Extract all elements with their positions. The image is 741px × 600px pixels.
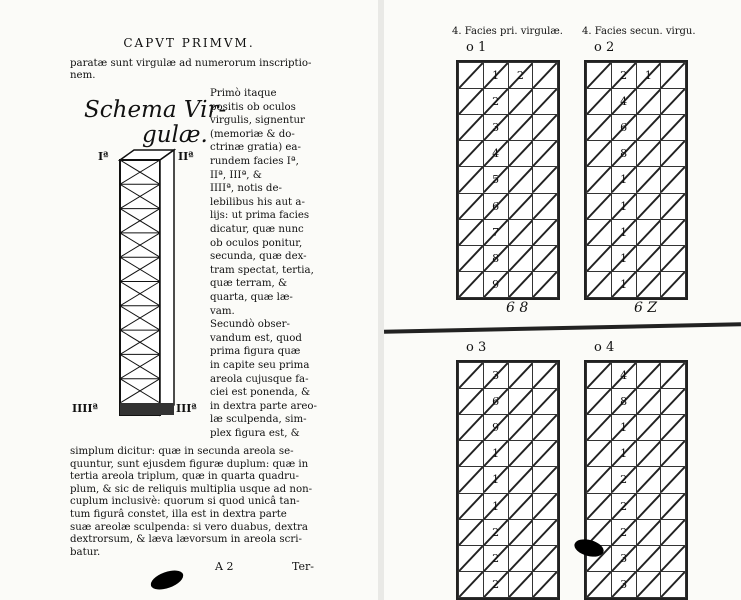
grid-cell — [483, 89, 508, 115]
grid-cell — [587, 245, 612, 271]
column-text-line: quarta, quæ læ- — [210, 292, 293, 303]
grid-cell — [533, 467, 558, 493]
grid-cell-digit: 2 — [620, 499, 628, 513]
grid-cell — [636, 493, 661, 519]
grid-cell — [508, 167, 533, 193]
grid-cell — [587, 115, 612, 141]
grid-cell — [611, 245, 636, 271]
column-text-line: positis ob oculos — [210, 101, 296, 113]
grid-cell-digit: 7 — [492, 225, 500, 239]
grid-cell — [483, 141, 508, 167]
grid-cell — [459, 389, 484, 415]
grid-cell — [587, 63, 612, 89]
grid-cell-digit: 6 — [492, 199, 500, 213]
grid-cell — [459, 441, 484, 467]
grid-cell — [636, 89, 661, 115]
grid-cell — [611, 467, 636, 493]
grid-cell — [459, 245, 484, 271]
ink-blot — [148, 567, 185, 594]
grid-cell-digit: 1 — [620, 199, 628, 213]
grid-cell — [611, 519, 636, 545]
column-text-line: vandum est, quod — [210, 332, 302, 344]
grid-cell — [636, 571, 661, 597]
grid-cell — [661, 167, 686, 193]
grid-cell-digit: 1 — [620, 277, 628, 291]
grid-cell — [459, 219, 484, 245]
grid-cell — [611, 493, 636, 519]
grid-cell — [459, 545, 484, 571]
grid-cell — [508, 519, 533, 545]
grid-cell-digit: 1 — [620, 447, 628, 461]
column-text-line: prima figura quæ — [210, 346, 301, 358]
grid-cell-digit: 2 — [492, 577, 500, 591]
column-text-line: lebilibus his aut a- — [210, 196, 305, 208]
grid-cell — [636, 245, 661, 271]
grid-cell — [636, 441, 661, 467]
column-text-line: ctrinæ gratia) ea- — [210, 142, 301, 154]
grid-cell — [611, 115, 636, 141]
grid-cell-digit: 2 — [492, 525, 500, 539]
grid-cell-digit: 1 — [644, 69, 652, 83]
grid-cell — [611, 89, 636, 115]
grid-cell — [636, 545, 661, 571]
column-text-line: (memoriæ & do- — [210, 128, 295, 140]
grid-cell-digit: 3 — [620, 551, 628, 565]
grid-cell-digit: 6 — [620, 121, 628, 135]
grid-cell — [508, 89, 533, 115]
grid-cell — [587, 167, 612, 193]
column-text-line: secunda, quæ dex- — [210, 251, 307, 263]
grid-cell-digit: 6 — [492, 395, 500, 409]
grid-cell — [508, 271, 533, 297]
grid-cell — [636, 415, 661, 441]
column-text-line: ob oculos ponitur, — [210, 237, 303, 249]
grid-cell-digit: 1 — [492, 69, 500, 83]
grid-cell — [508, 415, 533, 441]
column-text-line: IIIIª, notis de- — [210, 183, 282, 195]
grid-cell — [533, 519, 558, 545]
grid-cell — [611, 441, 636, 467]
grid-cell — [483, 467, 508, 493]
grid-cell — [508, 193, 533, 219]
catchword: Ter- — [292, 560, 314, 573]
grid-bottom-digits: 6 Z — [634, 300, 658, 316]
full-text-line: tum figurâ constet, illa est in dextra parte — [70, 509, 287, 520]
grid-cell-digit: 3 — [492, 369, 500, 383]
grid-cell — [587, 441, 612, 467]
column-text-line: Secundò obser- — [210, 319, 290, 331]
grid-cell-digit: 1 — [620, 173, 628, 187]
rod-illustration — [118, 148, 176, 423]
grid-cell — [483, 389, 508, 415]
grid-cell — [533, 493, 558, 519]
grid-cell — [611, 571, 636, 597]
grid-cell — [661, 89, 686, 115]
grid-cell — [459, 63, 484, 89]
grid-cell — [459, 167, 484, 193]
grid-cell — [483, 519, 508, 545]
grid-cell — [611, 219, 636, 245]
full-text-line: tertia areola triplum, quæ in quarta quadru- — [70, 471, 299, 483]
grid-cell — [483, 245, 508, 271]
grid-cell — [533, 167, 558, 193]
column-text-line: plex figura est, & — [210, 428, 300, 439]
full-text-line: dextrorsum, & læva lævorsum in areola scri- — [70, 534, 302, 546]
napier-grid — [456, 360, 560, 600]
grid-cell — [661, 467, 686, 493]
grid-cell — [459, 363, 484, 389]
grid-cell — [661, 545, 686, 571]
grid-cell — [483, 271, 508, 297]
grid-cell — [483, 63, 508, 89]
grid-number: o 3 — [466, 340, 487, 355]
grid-cell — [483, 167, 508, 193]
grid-cell — [508, 545, 533, 571]
grid-cell — [587, 363, 612, 389]
grid-cell — [636, 63, 661, 89]
grid-cell — [533, 219, 558, 245]
grid-cell — [483, 415, 508, 441]
grid-number: o 4 — [594, 340, 615, 355]
grid-cell — [459, 89, 484, 115]
column-text-line: læ sculpenda, sim- — [210, 414, 307, 426]
grid-cell — [661, 141, 686, 167]
grid-cell — [508, 363, 533, 389]
grid-cell — [636, 219, 661, 245]
grid-cell-digit: 2 — [516, 69, 524, 83]
grid-cell — [636, 193, 661, 219]
grid-cell — [508, 389, 533, 415]
schema-title — [84, 98, 226, 148]
grid-cell — [483, 193, 508, 219]
grid-cell — [508, 219, 533, 245]
grid-cell — [533, 363, 558, 389]
face-label-bl: IIIIª — [72, 402, 98, 415]
right-page — [384, 0, 741, 600]
grid-cell — [533, 245, 558, 271]
schema-title-line: gulæ. — [142, 122, 208, 148]
grid-cell — [661, 271, 686, 297]
grid-cell — [661, 193, 686, 219]
grid-cell — [459, 415, 484, 441]
grid-cell — [636, 115, 661, 141]
face-label-br: IIIª — [176, 402, 197, 415]
grid-cell-digit: 4 — [492, 147, 500, 161]
column-text-line: tram spectat, tertia, — [210, 264, 314, 276]
grid-cell — [508, 141, 533, 167]
grid-cell — [587, 389, 612, 415]
grid-cell — [508, 115, 533, 141]
grid-cell — [483, 571, 508, 597]
grid-cell — [533, 389, 558, 415]
grid-cell — [483, 493, 508, 519]
grid-cell — [483, 115, 508, 141]
grid-cell — [533, 115, 558, 141]
column-text-line: rundem facies Iª, — [210, 156, 299, 167]
grid-number: o 2 — [594, 40, 615, 55]
grid-cell — [661, 519, 686, 545]
grid-cell-digit: 2 — [620, 525, 628, 539]
column-text-line: ciei est ponenda, & — [210, 387, 311, 399]
grid-cell — [508, 467, 533, 493]
intro-line: nem. — [70, 70, 96, 81]
grid-cell-digit: 5 — [492, 173, 500, 187]
grid-cell — [459, 467, 484, 493]
grid-cell-digit: 9 — [492, 421, 500, 435]
grid-cell — [587, 271, 612, 297]
column-text-line: virgulis, signentur — [210, 115, 305, 127]
grid-cell-digit: 2 — [492, 95, 500, 109]
column-text-line: dicatur, quæ nunc — [210, 224, 304, 235]
grid-cell-digit: 2 — [620, 473, 628, 487]
grid-cell — [533, 63, 558, 89]
face-title-1: 4. Facies pri. virgulæ. — [452, 26, 563, 37]
grid-cell — [483, 441, 508, 467]
grid-cell — [611, 193, 636, 219]
grid-cell — [587, 219, 612, 245]
grid-cell — [533, 545, 558, 571]
grid-cell — [611, 63, 636, 89]
grid-cell — [459, 193, 484, 219]
grid-cell — [636, 363, 661, 389]
grid-cell — [508, 441, 533, 467]
column-text-line: in capite seu prima — [210, 360, 310, 371]
grid-cell — [661, 389, 686, 415]
grid-cell-digit: 3 — [620, 577, 628, 591]
full-text-line: batur. — [70, 546, 101, 558]
grid-cell — [459, 571, 484, 597]
grid-cell — [483, 545, 508, 571]
grid-cell — [611, 389, 636, 415]
column-text-line: IIª, IIIª, & — [210, 169, 262, 181]
grid-cell-digit: 1 — [620, 225, 628, 239]
grid-cell — [661, 493, 686, 519]
grid-cell-digit: 1 — [492, 499, 500, 513]
face-title-2: 4. Facies secun. virgu. — [582, 26, 696, 37]
grid-cell — [636, 167, 661, 193]
grid-cell-digit: 4 — [620, 369, 628, 383]
full-text-line: suæ areolæ sculpenda: si vero duabus, dextra — [70, 521, 308, 533]
grid-cell — [459, 271, 484, 297]
grid-cell — [661, 441, 686, 467]
grid-cell — [661, 571, 686, 597]
grid-cell — [508, 493, 533, 519]
grid-cell-digit: 8 — [492, 251, 500, 265]
grid-cell-digit: 3 — [492, 121, 500, 135]
grid-cell — [661, 363, 686, 389]
grid-cell-digit: 9 — [492, 277, 500, 291]
full-text-line: quuntur, sunt ejusdem figuræ duplum: quæ in — [70, 458, 309, 470]
grid-bottom-digits: 6 8 — [506, 300, 529, 316]
grid-cell — [533, 571, 558, 597]
grid-cell — [508, 63, 533, 89]
column-text-line: areola cujusque fa- — [210, 373, 309, 385]
grid-cell-digit: 1 — [492, 473, 500, 487]
grid-cell — [611, 545, 636, 571]
grid-cell — [533, 193, 558, 219]
full-text-line: plum, & sic de reliquis multiplia usque ad non- — [70, 483, 313, 495]
grid-cell — [636, 389, 661, 415]
grid-cell — [636, 467, 661, 493]
grid-cell — [533, 415, 558, 441]
grid-cell — [533, 271, 558, 297]
grid-cell — [611, 141, 636, 167]
grid-cell — [483, 363, 508, 389]
grid-cell — [636, 271, 661, 297]
grid-cell — [587, 89, 612, 115]
grid-cell — [508, 571, 533, 597]
grid-cell — [661, 115, 686, 141]
full-text-line: simplum dicitur: quæ in secunda areola se- — [70, 446, 294, 457]
grid-cell — [661, 415, 686, 441]
grid-cell — [587, 493, 612, 519]
grid-number: o 1 — [466, 40, 487, 55]
grid-cell — [636, 141, 661, 167]
column-text-line: quæ terram, & — [210, 278, 288, 290]
grid-cell — [636, 519, 661, 545]
face-label-tr: IIª — [178, 150, 194, 163]
grid-cell — [587, 141, 612, 167]
napier-grid — [456, 60, 560, 300]
grid-cell — [533, 141, 558, 167]
grid-cell-digit: 8 — [620, 395, 628, 409]
page-signature: A 2 — [215, 560, 234, 573]
grid-cell — [533, 89, 558, 115]
grid-cell — [459, 519, 484, 545]
grid-cell — [483, 219, 508, 245]
grid-cell-digit: 2 — [620, 69, 628, 83]
grid-cell — [587, 467, 612, 493]
grid-cell — [533, 441, 558, 467]
grid-cell — [661, 219, 686, 245]
face-label-tl: Iª — [98, 150, 109, 163]
column-text-line: lijs: ut prima facies — [210, 210, 310, 222]
grid-cell — [661, 245, 686, 271]
grid-cell-digit: 2 — [492, 551, 500, 565]
grid-cell-digit: 1 — [620, 421, 628, 435]
grid-cell-digit: 4 — [620, 95, 628, 109]
full-text-line: cuplum inclusivè: quorum si quod unicâ tan- — [70, 496, 300, 508]
grid-cell — [611, 415, 636, 441]
grid-cell — [508, 245, 533, 271]
schema-title-line: Schema Vir- — [84, 97, 227, 123]
grid-cell — [459, 493, 484, 519]
grid-cell — [459, 141, 484, 167]
page-header: CAPVT PRIMVM. — [123, 36, 255, 50]
grid-cell — [611, 363, 636, 389]
grid-cell — [661, 63, 686, 89]
grid-cell-digit: 1 — [620, 251, 628, 265]
grid-cell — [587, 193, 612, 219]
grid-cell — [611, 167, 636, 193]
grid-cell-digit: 1 — [492, 447, 500, 461]
grid-cell — [611, 271, 636, 297]
column-text-line: vam. — [210, 305, 235, 317]
column-text-line: in dextra parte areo- — [210, 400, 318, 412]
napier-grid — [584, 360, 688, 600]
napier-grid — [584, 60, 688, 300]
grid-cell-digit: 8 — [620, 147, 628, 161]
grid-cell — [587, 415, 612, 441]
column-text-line: Primò itaque — [210, 88, 277, 99]
intro-line: paratæ sunt virgulæ ad numerorum inscriptio- — [70, 58, 312, 69]
grid-cell — [459, 115, 484, 141]
grid-cell — [587, 571, 612, 597]
